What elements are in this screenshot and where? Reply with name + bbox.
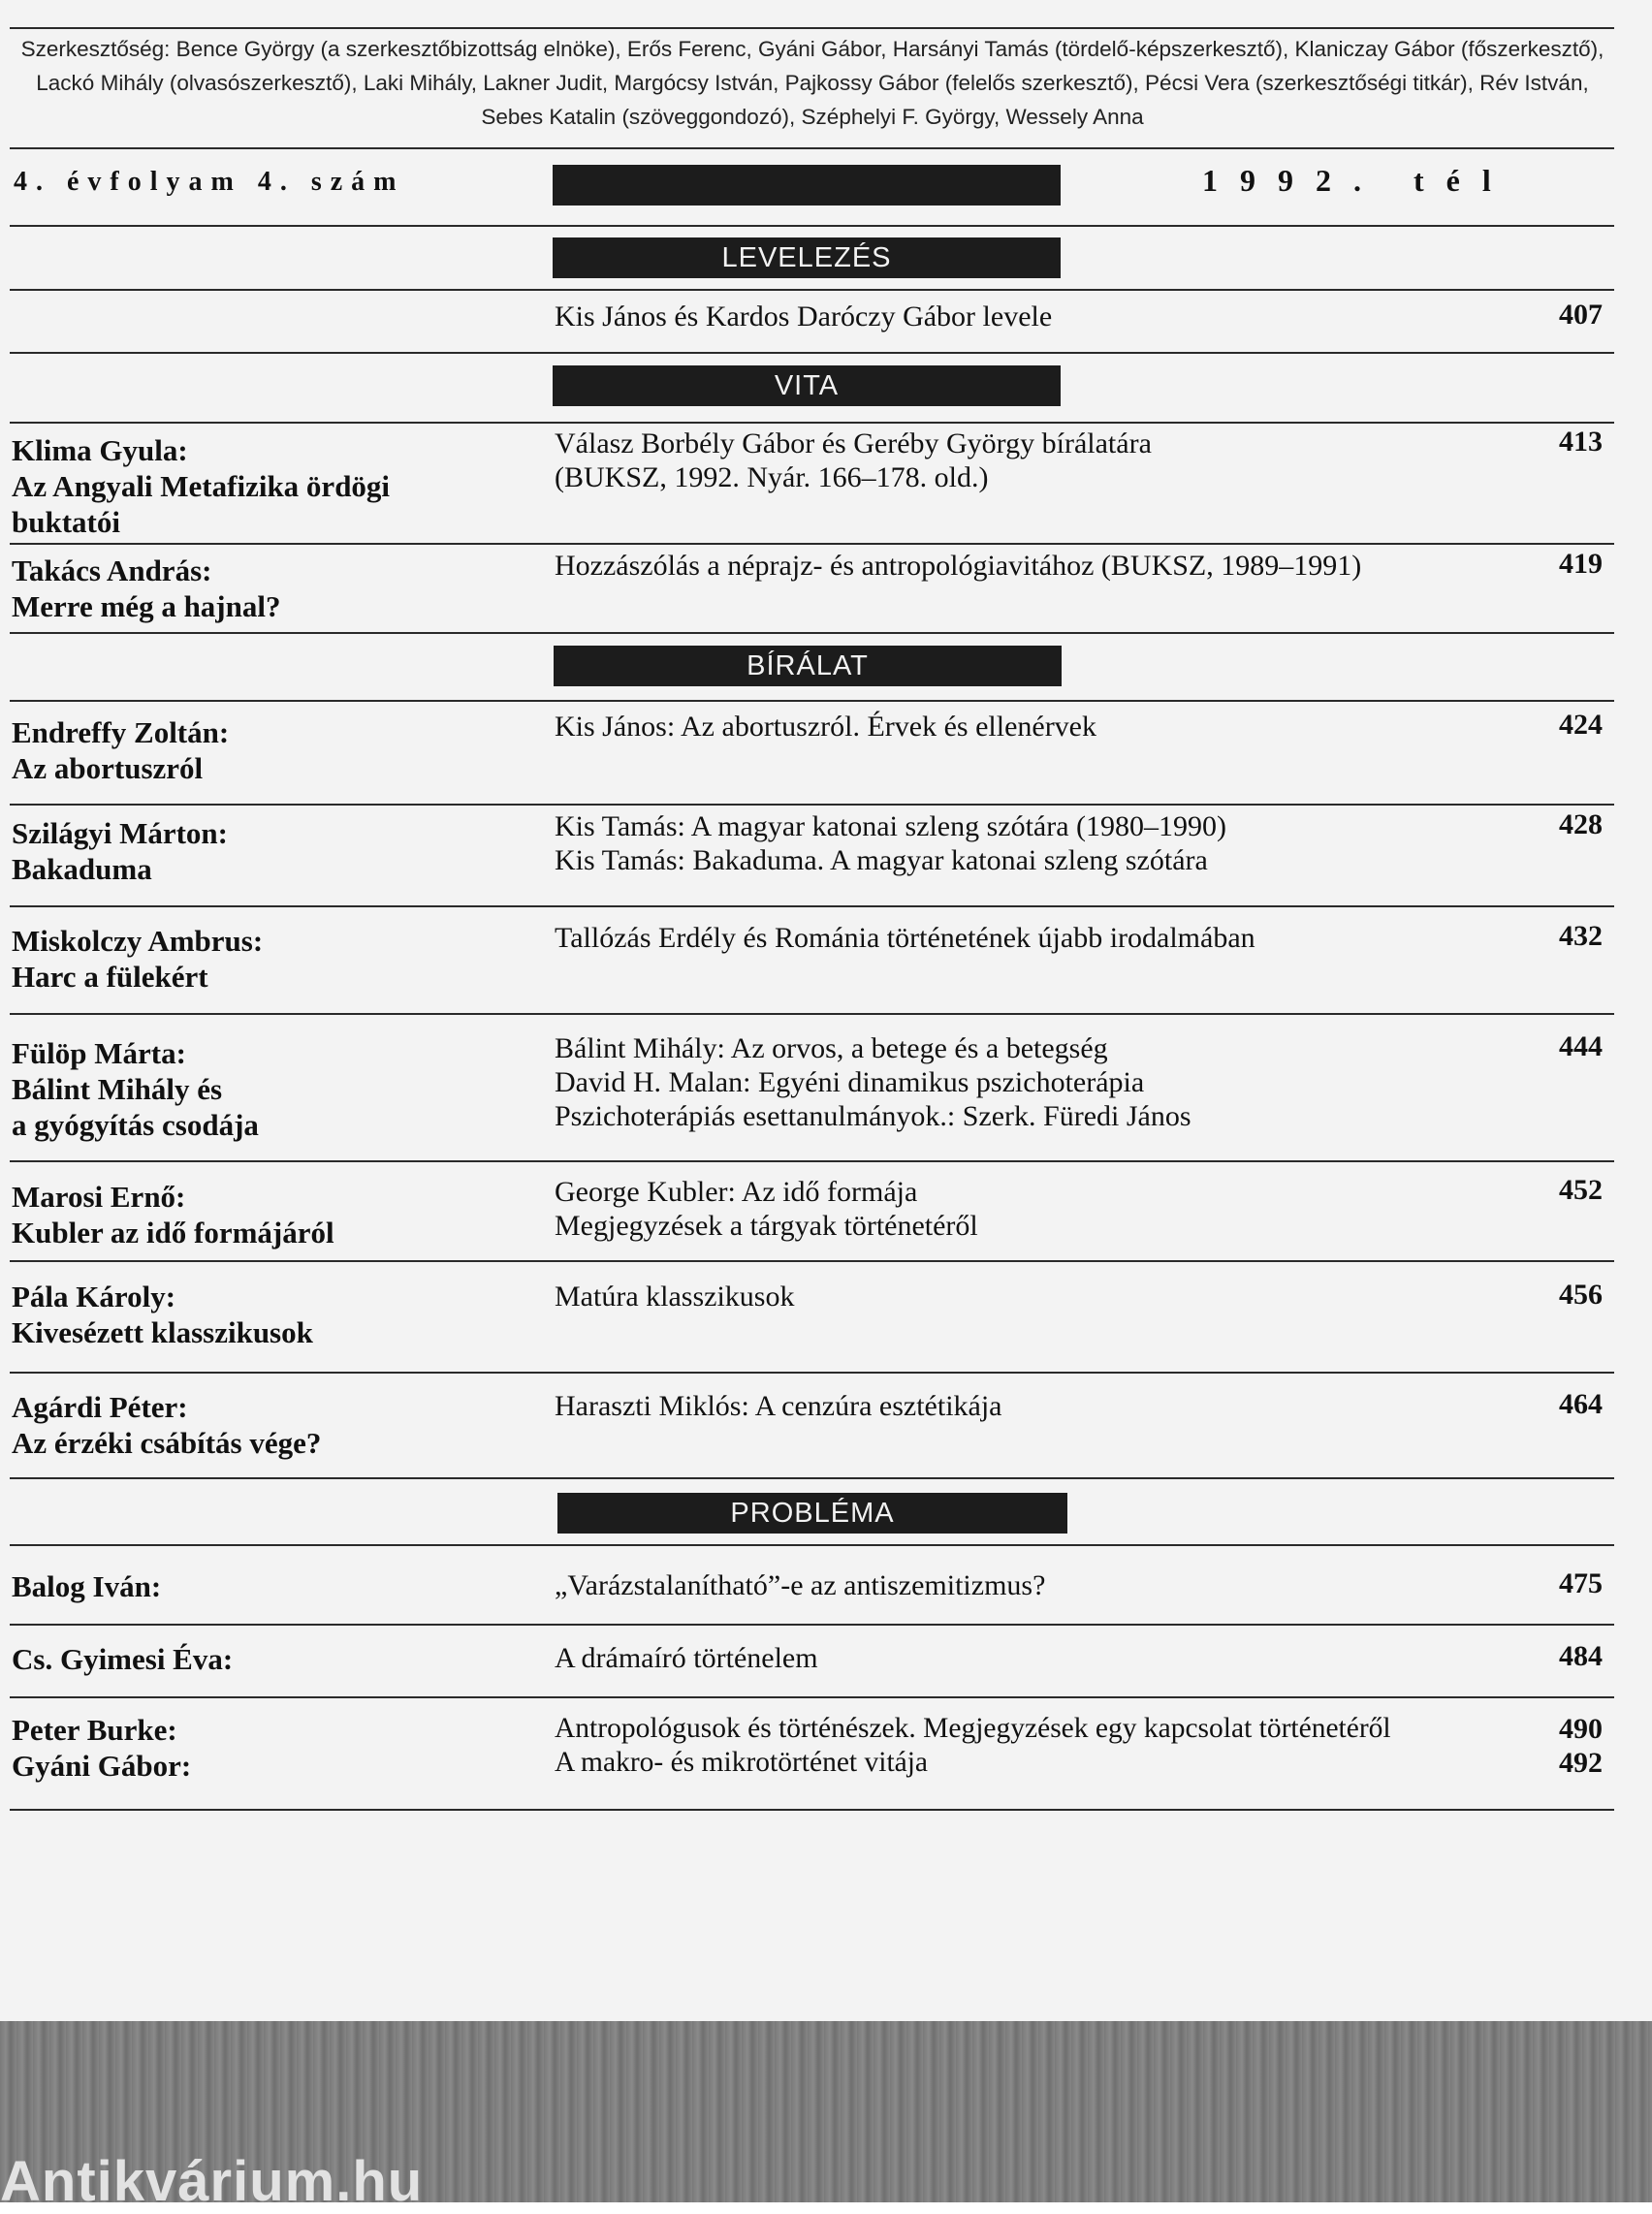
page-number: 444 (1559, 1030, 1603, 1062)
rule (10, 1477, 1614, 1479)
entry-title: Matúra klasszikusok (555, 1281, 795, 1313)
rule (10, 1696, 1614, 1698)
page-number: 484 (1559, 1640, 1603, 1672)
entry-author: Pála Károly: Kivesézett klasszikusok (12, 1280, 313, 1349)
entry-title: „Varázstalanítható”-e az antiszemitizmus? (555, 1569, 1046, 1601)
entry-author: Peter Burke: Gyáni Gábor: (12, 1713, 192, 1783)
issue-date: 1992. tél (1202, 163, 1513, 198)
rule (10, 632, 1614, 634)
entry-title: Válasz Borbély Gábor és Geréby György bírálatára (BUKSZ, 1992. Nyár. 166–178. old.) (555, 427, 1152, 493)
page-number: 428 (1559, 808, 1603, 840)
background-surface (0, 2021, 1652, 2213)
rule (10, 804, 1614, 806)
entry-author: Miskolczy Ambrus: Harc a fülekért (12, 924, 264, 994)
entry-title: George Kubler: Az idő formája Megjegyzések a tárgyak történetéről (555, 1176, 978, 1242)
page-number: 413 (1559, 426, 1603, 458)
entry-author: Fülöp Márta: Bálint Mihály és a gyógyítás csodája (12, 1036, 259, 1142)
entry-title: Tallózás Erdély és Románia történetének újabb irodalmában (555, 922, 1255, 954)
entry-title: Haraszti Miklós: A cenzúra esztétikája (555, 1390, 1002, 1422)
page-number: 490 492 (1559, 1713, 1603, 1779)
section-vita: VITA (553, 365, 1061, 406)
entry-title: Bálint Mihály: Az orvos, a betege és a betegség David H. Malan: Egyéni dinamikus pszichoterápia Pszichoterápiás esettanulmányok.: Szerk. Füredi János (555, 1032, 1191, 1132)
page-number: 475 (1559, 1567, 1603, 1599)
section-levelezes: LEVELEZÉS (553, 237, 1061, 278)
section-biralat: BÍRÁLAT (554, 646, 1062, 686)
entry-author: Endreffy Zoltán: Az abortuszról (12, 715, 230, 785)
rule (10, 289, 1614, 291)
rule (10, 225, 1614, 227)
page-number: 432 (1559, 920, 1603, 952)
header-black-bar (553, 165, 1061, 206)
page-number: 419 (1559, 548, 1603, 580)
entry-author: Takács András: Merre még a hajnal? (12, 554, 281, 623)
issue-volume: 4. évfolyam 4. szám (14, 167, 405, 197)
entry-title: A drámaíró történelem (555, 1642, 818, 1674)
page-number: 424 (1559, 709, 1603, 741)
page-number: 452 (1559, 1174, 1603, 1206)
entry-author: Agárdi Péter: Az érzéki csábítás vége? (12, 1390, 322, 1460)
rule (10, 543, 1614, 545)
entry-title: Kis János és Kardos Daróczy Gábor levele (555, 300, 1053, 332)
rule (10, 905, 1614, 907)
rule (10, 1160, 1614, 1162)
page-number: 407 (1559, 299, 1603, 331)
rule (10, 352, 1614, 354)
rule (10, 1260, 1614, 1262)
entry-author: Klima Gyula: Az Angyali Metafizika ördögi buktatói (12, 433, 391, 539)
watermark: Antikvárium.hu (0, 2150, 424, 2213)
rule (10, 27, 1614, 29)
rule (10, 1809, 1614, 1811)
entry-title: Kis János: Az abortuszról. Érvek és ellenérvek (555, 711, 1096, 743)
entry-author: Balog Iván: (12, 1569, 162, 1603)
rule (10, 1372, 1614, 1374)
entry-author: Marosi Ernő: Kubler az idő formájáról (12, 1180, 334, 1249)
rule (10, 1624, 1614, 1626)
page-number: 464 (1559, 1388, 1603, 1420)
entry-title: Hozzászólás a néprajz- és antropológiavitához (BUKSZ, 1989–1991) (555, 550, 1362, 582)
entry-title: Antropológusok és történészek. Megjegyzések egy kapcsolat történetéről A makro- és mikrotörténet vitája (555, 1713, 1391, 1778)
page-number: 456 (1559, 1279, 1603, 1311)
rule (10, 1013, 1614, 1015)
rule (10, 147, 1614, 149)
rule (10, 422, 1614, 424)
rule (10, 1544, 1614, 1546)
entry-author: Cs. Gyimesi Éva: (12, 1642, 234, 1676)
entry-title: Kis Tamás: A magyar katonai szleng szótára (1980–1990) Kis Tamás: Bakaduma. A magyar katonai szleng szótára (555, 810, 1227, 876)
entry-author: Szilágyi Márton: Bakaduma (12, 816, 228, 886)
editorial-board: Szerkesztőség: Bence György (a szerkesztőbizottság elnöke), Erős Ferenc, Gyáni Gábor, Harsányi Tamás (tördelő-képszerkesztő), Klaniczay Gábor (főszerkesztő), Lackó Mihály (olvasószerkesztő), Laki Mihály, Lakner Judit, Margócsy István, Pajkossy Gábor (felelős szerkesztő), Pécsi Vera (szerkesztőségi titkár), Rév István, Sebes Katalin (szöveggondozó), Széphelyi F. György, Wessely Anna (20, 37, 1604, 129)
section-problema: PROBLÉMA (557, 1493, 1067, 1534)
rule (10, 700, 1614, 702)
